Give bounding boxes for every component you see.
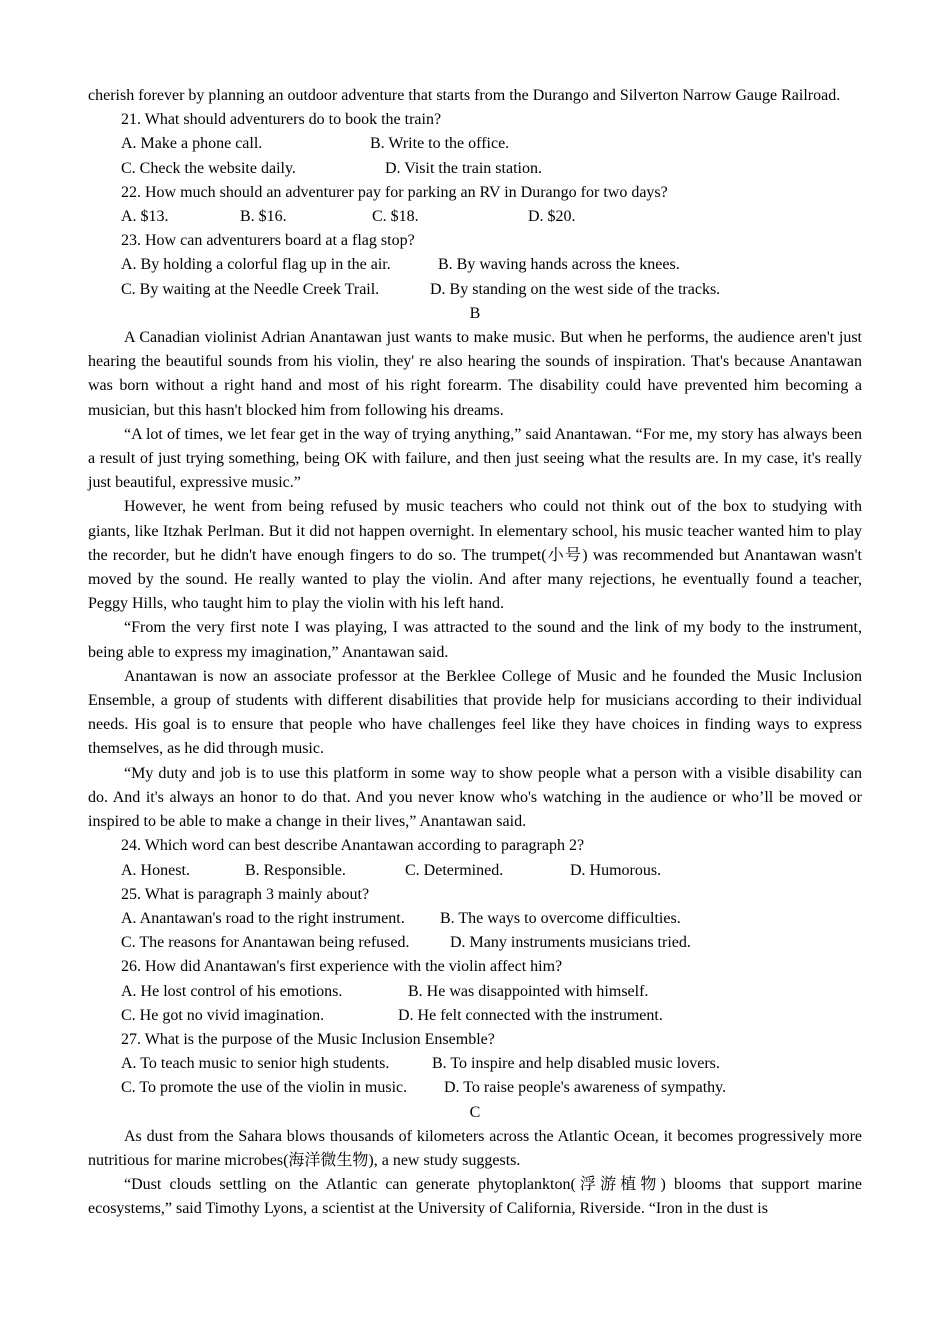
passage-b-paragraph-1: A Canadian violinist Adrian Anantawan just wants to make music. But when he performs, the audience aren't just hearing the beautiful sounds from his violin, they' re also hearing the sounds of inspiration. That's because Anantawan was born without a right hand and most of his right forearm. The disability could have prevented him becoming a musician, but this hasn't blocked him from following his dreams. [88, 329, 862, 419]
passage-a-continuation: cherish forever by planning an outdoor adventure that starts from the Durango and Silverton Narrow Gauge Railroad. [88, 87, 841, 104]
question-24-stem: 24. Which word can best describe Anantawan according to paragraph 2? [121, 837, 585, 855]
passage-b-paragraph-2: “A lot of times, we let fear get in the way of trying anything,” said Anantawan. “For me, my story has always been a result of just trying something, being OK with failure, and then just seeing what the results are. In my case, it's really just beautiful, expressive music.” [88, 425, 862, 492]
question-27-options-row-2 [88, 1076, 862, 1100]
question-21-options-row-1 [88, 132, 862, 156]
question-26-stem: 26. How did Anantawan's first experience with the violin affect him? [121, 958, 563, 976]
question-25-option-a: A. Anantawan's road to the right instrument. [121, 909, 405, 927]
question-23-options-row-1 [88, 253, 862, 277]
question-21-option-d: D. Visit the train station. [385, 159, 542, 177]
question-27-option-c: C. To promote the use of the violin in music. [121, 1079, 408, 1097]
question-26-option-b: B. He was disappointed with himself. [408, 982, 649, 1000]
question-24-option-b: B. Responsible. [245, 861, 346, 879]
question-24-option-d: D. Humorous. [570, 861, 662, 879]
question-24-option-c: C. Determined. [405, 861, 504, 879]
question-22-option-b: B. $16. [240, 208, 287, 226]
question-24-options-row-1 [88, 859, 862, 883]
section-b-label: B [469, 304, 481, 322]
question-21-option-a: A. Make a phone call. [121, 135, 263, 153]
question-21-option-b: B. Write to the office. [370, 135, 510, 153]
question-27-options-row-1 [88, 1052, 862, 1076]
question-24-option-a: A. Honest. [121, 861, 190, 879]
question-25-option-d: D. Many instruments musicians tried. [450, 934, 691, 952]
section-c-label: C [469, 1103, 481, 1121]
question-27-option-b: B. To inspire and help disabled music lovers. [432, 1055, 720, 1073]
question-26-options-row-2 [88, 1004, 862, 1028]
question-25-option-c: C. The reasons for Anantawan being refused. [121, 934, 410, 952]
question-23-stem: 23. How can adventurers board at a flag stop? [121, 232, 415, 250]
question-26-option-d: D. He felt connected with the instrument. [398, 1006, 663, 1024]
question-23-option-c: C. By waiting at the Needle Creek Trail. [121, 280, 380, 298]
question-21-option-c: C. Check the website daily. [121, 159, 296, 177]
question-23-options-row-2 [88, 278, 862, 302]
question-26-option-a: A. He lost control of his emotions. [121, 982, 343, 1000]
question-27-option-d: D. To raise people's awareness of sympathy. [444, 1079, 727, 1097]
passage-b-paragraph-3: However, he went from being refused by music teachers who could not think out of the box to studying with giants, like Itzhak Perlman. But it did not happen overnight. In elementary school, his music teacher wanted him to play the recorder, but he didn't have enough fingers to do so. The trumpet(小号) was recommended but Anantawan wasn't moved by the sound. He really wanted to play the violin. And after many rejections, he eventually found a teacher, Peggy Hills, who taught him to play the violin with his left hand. [88, 498, 862, 613]
question-21-stem: 21. What should adventurers do to book the train? [121, 111, 442, 129]
passage-c-paragraph-2: “Dust clouds settling on the Atlantic can generate phytoplankton(浮游植物) blooms that support marine ecosystems,” said Timothy Lyons, a scientist at the University of California, Riverside. “Iron in the dust is [88, 1176, 862, 1218]
question-27-stem: 27. What is the purpose of the Music Inclusion Ensemble? [121, 1030, 495, 1048]
question-22-option-a: A. $13. [121, 208, 169, 226]
question-22-option-c: C. $18. [372, 208, 419, 226]
question-25-options-row-2 [88, 931, 862, 955]
question-25-stem: 25. What is paragraph 3 mainly about? [121, 885, 370, 903]
question-23-option-d: D. By standing on the west side of the tracks. [430, 280, 721, 298]
question-25-options-row-1 [88, 907, 862, 931]
question-25-option-b: B. The ways to overcome difficulties. [440, 909, 681, 927]
question-22-options-row-1 [88, 205, 862, 229]
passage-c-paragraph-1: As dust from the Sahara blows thousands of kilometers across the Atlantic Ocean, it becomes progressively more nutritious for marine microbes(海洋微生物), a new study suggests. [88, 1127, 862, 1169]
passage-b-paragraph-6: “My duty and job is to use this platform in some way to show people what a person with a visible disability can do. And it's always an honor to do that. And you never know who's watching in the audience or who’ll be moved or inspired to be able to make a change in their lives,” Anantawan said. [88, 764, 862, 831]
question-23-option-b: B. By waving hands across the knees. [438, 256, 680, 274]
question-22-option-d: D. $20. [528, 208, 576, 226]
question-26-option-c: C. He got no vivid imagination. [121, 1006, 325, 1024]
question-21-options-row-2 [88, 157, 862, 181]
question-27-option-a: A. To teach music to senior high students. [121, 1055, 390, 1073]
question-26-options-row-1 [88, 980, 862, 1004]
question-23-option-a: A. By holding a colorful flag up in the air. [121, 256, 391, 274]
page-content [88, 84, 862, 1222]
passage-b-paragraph-5: Anantawan is now an associate professor at the Berklee College of Music and he founded the Music Inclusion Ensemble, a group of students with different disabilities that provide help for musicians according to their individual needs. His goal is to ensure that people who have challenges feel like they have choices in finding ways to express themselves, as he did through music. [88, 667, 862, 758]
question-22-stem: 22. How much should an adventurer pay for parking an RV in Durango for two days? [121, 183, 668, 201]
passage-b-paragraph-4: “From the very first note I was playing, I was attracted to the sound and the link of my body to the instrument, being able to express my imagination,” Anantawan said. [88, 619, 862, 661]
